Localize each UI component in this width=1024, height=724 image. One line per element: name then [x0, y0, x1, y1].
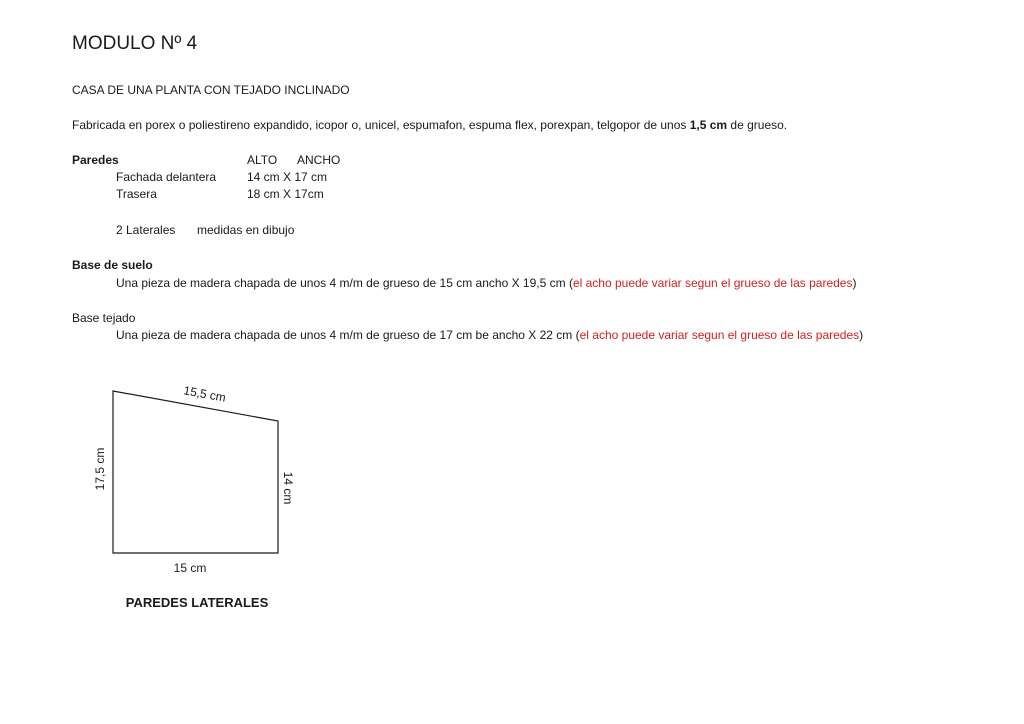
base-suelo-description: Una pieza de madera chapada de unos 4 m/m de grueso de 15 cm ancho X 19,5 cm (	[116, 276, 573, 290]
material-text: Fabricada en porex o poliestireno expandido, icopor o, unicel, espumafon, espuma flex, porexpan, telgopor de unos	[72, 118, 690, 132]
top-dimension-label: 15,5 cm	[182, 383, 227, 405]
page-title: MODULO Nº 4	[72, 33, 198, 54]
laterales-label: 2 Laterales	[116, 223, 176, 237]
wall-name: Trasera	[116, 187, 157, 201]
side-wall-shape	[113, 391, 278, 553]
material-text-end: de grueso.	[727, 118, 788, 132]
base-suelo-close: )	[852, 276, 857, 290]
left-dimension-label: 17,5 cm	[93, 447, 107, 491]
base-tejado-heading: Base tejado	[72, 311, 136, 325]
wall-size: 18 cm X 17cm	[247, 187, 324, 201]
wall-size: 14 cm X 17 cm	[247, 170, 328, 184]
document-subtitle: CASA DE UNA PLANTA CON TEJADO INCLINADO	[72, 83, 350, 97]
base-tejado-close: )	[859, 328, 864, 342]
bottom-dimension-label: 15 cm	[173, 561, 207, 575]
paredes-heading: Paredes	[72, 153, 119, 167]
column-ancho: ANCHO	[297, 153, 341, 167]
wall-name: Fachada delantera	[116, 170, 217, 184]
laterales-note: medidas en dibujo	[197, 223, 295, 237]
column-alto: ALTO	[247, 153, 278, 167]
right-dimension-label: 14 cm	[281, 471, 295, 505]
drawing-caption: PAREDES LATERALES	[125, 595, 269, 610]
base-tejado-description: Una pieza de madera chapada de unos 4 m/m de grueso de 17 cm be ancho X 22 cm (	[116, 328, 580, 342]
material-thickness: 1,5 cm	[689, 118, 728, 132]
base-suelo-heading: Base de suelo	[72, 258, 153, 272]
base-tejado-note: el acho puede variar segun el grueso de las paredes	[579, 328, 860, 342]
base-suelo-note: el acho puede variar segun el grueso de las paredes	[572, 276, 853, 290]
